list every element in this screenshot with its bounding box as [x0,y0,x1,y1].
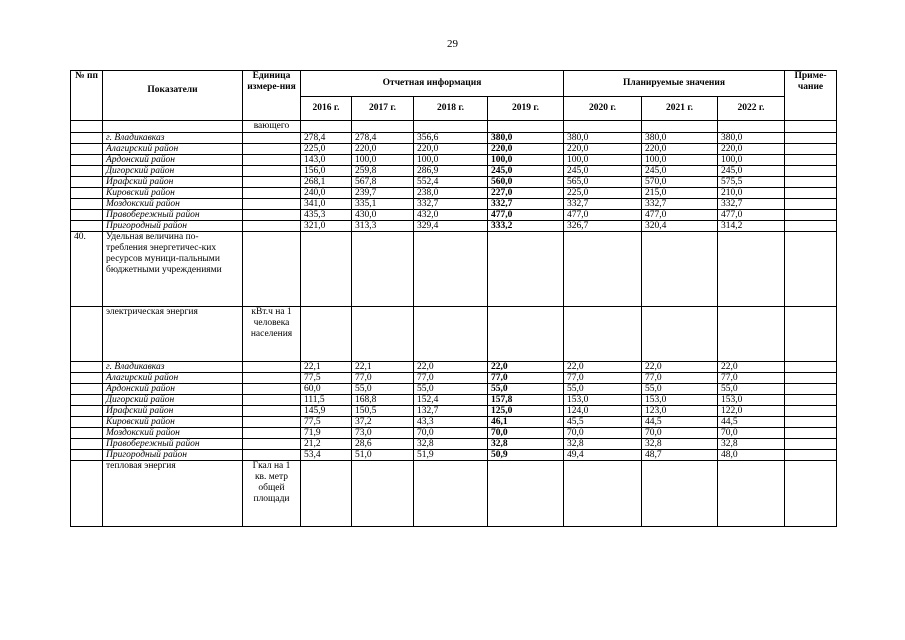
header-indicator: Показатели [103,71,243,121]
cell-empty [243,166,301,177]
cell-empty [352,232,414,307]
value-cell: 430,0 [352,210,414,221]
cell-empty [785,373,837,384]
value-cell: 55,0 [642,384,718,395]
header-year: 2019 г. [488,97,564,121]
value-cell: 380,0 [642,133,718,144]
value-cell: 22,0 [488,362,564,373]
value-cell: 477,0 [564,210,642,221]
value-cell: 100,0 [718,155,785,166]
value-cell: 51,0 [352,450,414,461]
table-row [71,428,837,439]
cell-empty [564,121,642,133]
district-name: Дигорский район [103,395,243,406]
value-cell: 37,2 [352,417,414,428]
district-name: Алагирский район [103,373,243,384]
cell-empty [785,461,837,527]
cell-empty [785,144,837,155]
header-note: Приме-чание [785,71,837,121]
value-cell: 100,0 [488,155,564,166]
value-cell: 245,0 [564,166,642,177]
value-cell: 225,0 [301,144,352,155]
district-name: Правобережный район [103,210,243,221]
cell-empty [243,417,301,428]
district-name: Ирафский район [103,177,243,188]
cell-empty [352,121,414,133]
value-cell: 157,8 [488,395,564,406]
district-name: Алагирский район [103,144,243,155]
cell-empty [243,188,301,199]
cell-empty [785,232,837,307]
cell-empty [785,406,837,417]
value-cell: 71,9 [301,428,352,439]
value-cell: 210,0 [718,188,785,199]
value-cell: 143,0 [301,155,352,166]
value-cell: 560,0 [488,177,564,188]
cell-empty [718,121,785,133]
district-name: Моздокский район [103,428,243,439]
value-cell: 111,5 [301,395,352,406]
value-cell: 32,8 [564,439,642,450]
cell-empty [718,232,785,307]
district-name: г. Владикавказ [103,362,243,373]
cell-empty [785,221,837,232]
cell-empty [785,177,837,188]
value-cell: 43,3 [414,417,488,428]
cell-empty [71,121,103,133]
value-cell: 32,8 [642,439,718,450]
value-cell: 335,1 [352,199,414,210]
table-row [71,373,837,384]
value-cell: 332,7 [642,199,718,210]
cell-empty [488,232,564,307]
item-number: 40. [71,232,103,307]
value-cell: 220,0 [642,144,718,155]
value-cell: 321,0 [301,221,352,232]
electric-unit: кВт.ч на 1 человека населения [243,307,301,362]
value-cell: 32,8 [718,439,785,450]
value-cell: 227,0 [488,188,564,199]
district-name: Правобережный район [103,439,243,450]
cell-empty [785,384,837,395]
value-cell: 22,1 [352,362,414,373]
value-cell: 100,0 [414,155,488,166]
header-year: 2021 г. [642,97,718,121]
cell-empty [71,307,103,362]
cell-empty [488,121,564,133]
cell-empty [243,406,301,417]
cell-empty [71,166,103,177]
value-cell: 220,0 [488,144,564,155]
value-cell: 332,7 [718,199,785,210]
district-name: Ардонский район [103,384,243,395]
cell-empty [642,121,718,133]
value-cell: 565,0 [564,177,642,188]
table-row [71,362,837,373]
district-name: Ирафский район [103,406,243,417]
value-cell: 100,0 [642,155,718,166]
cell-empty [71,450,103,461]
value-cell: 245,0 [642,166,718,177]
cell-empty [243,199,301,210]
value-cell: 100,0 [352,155,414,166]
cell-empty [71,221,103,232]
cell-empty [642,307,718,362]
value-cell: 329,4 [414,221,488,232]
cell-empty [785,439,837,450]
cell-empty [71,188,103,199]
value-cell: 70,0 [414,428,488,439]
district-name: Кировский район [103,188,243,199]
cell-empty [243,384,301,395]
value-cell: 152,4 [414,395,488,406]
value-cell: 380,0 [718,133,785,144]
header-unit: Единица измере-ния [243,71,301,121]
cell-empty [71,177,103,188]
value-cell: 22,0 [414,362,488,373]
value-cell: 278,4 [352,133,414,144]
value-cell: 477,0 [488,210,564,221]
header-report-group: Отчетная информация [301,71,564,97]
district-name: Дигорский район [103,166,243,177]
value-cell: 259,8 [352,166,414,177]
district-name: Ардонский район [103,155,243,166]
value-cell: 220,0 [564,144,642,155]
value-cell: 77,0 [352,373,414,384]
value-cell: 332,7 [414,199,488,210]
value-cell: 220,0 [352,144,414,155]
value-cell: 575,5 [718,177,785,188]
cell-empty [785,307,837,362]
cell-empty [71,461,103,527]
table-row [71,450,837,461]
value-cell: 333,2 [488,221,564,232]
value-cell: 168,8 [352,395,414,406]
value-cell: 124,0 [564,406,642,417]
cell-empty [243,221,301,232]
value-cell: 320,4 [642,221,718,232]
value-cell: 60,0 [301,384,352,395]
value-cell: 123,0 [642,406,718,417]
value-cell: 100,0 [564,155,642,166]
cell-empty [785,155,837,166]
value-cell: 153,0 [564,395,642,406]
value-cell: 73,0 [352,428,414,439]
table-row [71,199,837,210]
cell-empty [718,307,785,362]
header-plan-group: Планируемые значения [564,71,785,97]
value-cell: 215,0 [642,188,718,199]
value-cell: 53,4 [301,450,352,461]
heat-unit: Гкал на 1 кв. метр общей площади [243,461,301,527]
cell-empty [414,121,488,133]
value-cell: 122,0 [718,406,785,417]
cell-empty [243,362,301,373]
value-cell: 70,0 [488,428,564,439]
value-cell: 50,9 [488,450,564,461]
cell-empty [785,362,837,373]
value-cell: 225,0 [564,188,642,199]
value-cell: 153,0 [718,395,785,406]
value-cell: 22,1 [301,362,352,373]
value-cell: 220,0 [414,144,488,155]
cell-empty [642,232,718,307]
item-title: Удельная величина по-требления энергетичес-ких ресурсов муници-пальными бюджетными учреждениями [103,232,243,307]
value-cell: 77,5 [301,373,352,384]
cell-empty [785,188,837,199]
cell-empty [71,133,103,144]
cell-empty [103,121,243,133]
value-cell: 150,5 [352,406,414,417]
table-row [71,210,837,221]
value-cell: 245,0 [488,166,564,177]
value-cell: 77,0 [642,373,718,384]
district-name: Кировский район [103,417,243,428]
value-cell: 55,0 [414,384,488,395]
cell-empty [243,133,301,144]
value-cell: 77,0 [414,373,488,384]
cell-empty [243,439,301,450]
value-cell: 552,4 [414,177,488,188]
value-cell: 49,4 [564,450,642,461]
cell-empty [301,121,352,133]
value-cell: 32,8 [488,439,564,450]
cell-empty [785,450,837,461]
table-row [71,439,837,450]
cell-empty [785,166,837,177]
district-name: Моздокский район [103,199,243,210]
cell-empty [71,362,103,373]
table-row [71,177,837,188]
cell-empty [785,428,837,439]
value-cell: 332,7 [488,199,564,210]
value-cell: 220,0 [718,144,785,155]
cell-empty [564,307,642,362]
value-cell: 380,0 [488,133,564,144]
cell-empty [301,461,352,527]
cell-empty [71,199,103,210]
value-cell: 77,0 [488,373,564,384]
value-cell: 51,9 [414,450,488,461]
value-cell: 46,1 [488,417,564,428]
table-row [71,144,837,155]
value-cell: 238,0 [414,188,488,199]
electric-label: электрическая энергия [103,307,243,362]
cell-empty [414,307,488,362]
table-row [71,155,837,166]
cell-empty [352,307,414,362]
value-cell: 48,0 [718,450,785,461]
page-number: 29 [447,38,458,50]
value-cell: 77,0 [564,373,642,384]
indicator-table [70,70,837,527]
cell-empty [243,232,301,307]
table-row [71,395,837,406]
cell-empty [414,232,488,307]
table-row [71,166,837,177]
value-cell: 22,0 [564,362,642,373]
value-cell: 70,0 [718,428,785,439]
cell-empty [301,232,352,307]
district-name: Пригородный район [103,221,243,232]
cell-empty [301,307,352,362]
cell-empty [71,395,103,406]
cell-empty [243,177,301,188]
value-cell: 356,6 [414,133,488,144]
cell-empty [414,461,488,527]
value-cell: 55,0 [352,384,414,395]
cell-empty [71,417,103,428]
value-cell: 245,0 [718,166,785,177]
value-cell: 240,0 [301,188,352,199]
cell-empty [488,307,564,362]
value-cell: 567,8 [352,177,414,188]
cell-empty [718,461,785,527]
cell-empty [71,439,103,450]
value-cell: 28,6 [352,439,414,450]
header-year: 2018 г. [414,97,488,121]
value-cell: 132,7 [414,406,488,417]
value-cell: 145,9 [301,406,352,417]
unit-continuation: вающего [243,121,301,133]
cell-empty [785,199,837,210]
table-row [71,417,837,428]
value-cell: 70,0 [642,428,718,439]
value-cell: 44,5 [642,417,718,428]
cell-empty [71,384,103,395]
value-cell: 70,0 [564,428,642,439]
cell-empty [564,232,642,307]
cell-empty [243,210,301,221]
cell-empty [243,144,301,155]
cell-empty [71,373,103,384]
cell-empty [71,155,103,166]
value-cell: 286,9 [414,166,488,177]
cell-empty [71,144,103,155]
value-cell: 278,4 [301,133,352,144]
cell-empty [243,395,301,406]
cell-empty [785,133,837,144]
district-name: Пригородный район [103,450,243,461]
value-cell: 55,0 [718,384,785,395]
value-cell: 268,1 [301,177,352,188]
cell-empty [243,450,301,461]
table-row [71,406,837,417]
table-row [71,133,837,144]
cell-empty [785,210,837,221]
value-cell: 22,0 [642,362,718,373]
value-cell: 332,7 [564,199,642,210]
cell-empty [243,373,301,384]
cell-empty [243,155,301,166]
value-cell: 125,0 [488,406,564,417]
cell-empty [352,461,414,527]
cell-empty [71,406,103,417]
header-num: № пп [71,71,103,121]
value-cell: 22,0 [718,362,785,373]
header-year: 2022 г. [718,97,785,121]
value-cell: 77,0 [718,373,785,384]
cell-empty [785,395,837,406]
district-name: г. Владикавказ [103,133,243,144]
value-cell: 326,7 [564,221,642,232]
cell-empty [785,121,837,133]
value-cell: 45,5 [564,417,642,428]
table-row [71,221,837,232]
value-cell: 380,0 [564,133,642,144]
value-cell: 48,7 [642,450,718,461]
value-cell: 21,2 [301,439,352,450]
heat-label: тепловая энергия [103,461,243,527]
value-cell: 44,5 [718,417,785,428]
value-cell: 239,7 [352,188,414,199]
value-cell: 156,0 [301,166,352,177]
value-cell: 313,3 [352,221,414,232]
value-cell: 477,0 [642,210,718,221]
cell-empty [488,461,564,527]
value-cell: 477,0 [718,210,785,221]
cell-empty [785,417,837,428]
value-cell: 77,5 [301,417,352,428]
cell-empty [564,461,642,527]
value-cell: 432,0 [414,210,488,221]
table-row [71,384,837,395]
cell-empty [71,428,103,439]
value-cell: 435,3 [301,210,352,221]
cell-empty [642,461,718,527]
value-cell: 570,0 [642,177,718,188]
value-cell: 341,0 [301,199,352,210]
value-cell: 55,0 [564,384,642,395]
cell-empty [243,428,301,439]
header-year: 2016 г. [301,97,352,121]
table-row [71,188,837,199]
header-year: 2017 г. [352,97,414,121]
value-cell: 314,2 [718,221,785,232]
value-cell: 32,8 [414,439,488,450]
header-year: 2020 г. [564,97,642,121]
value-cell: 153,0 [642,395,718,406]
value-cell: 55,0 [488,384,564,395]
cell-empty [71,210,103,221]
